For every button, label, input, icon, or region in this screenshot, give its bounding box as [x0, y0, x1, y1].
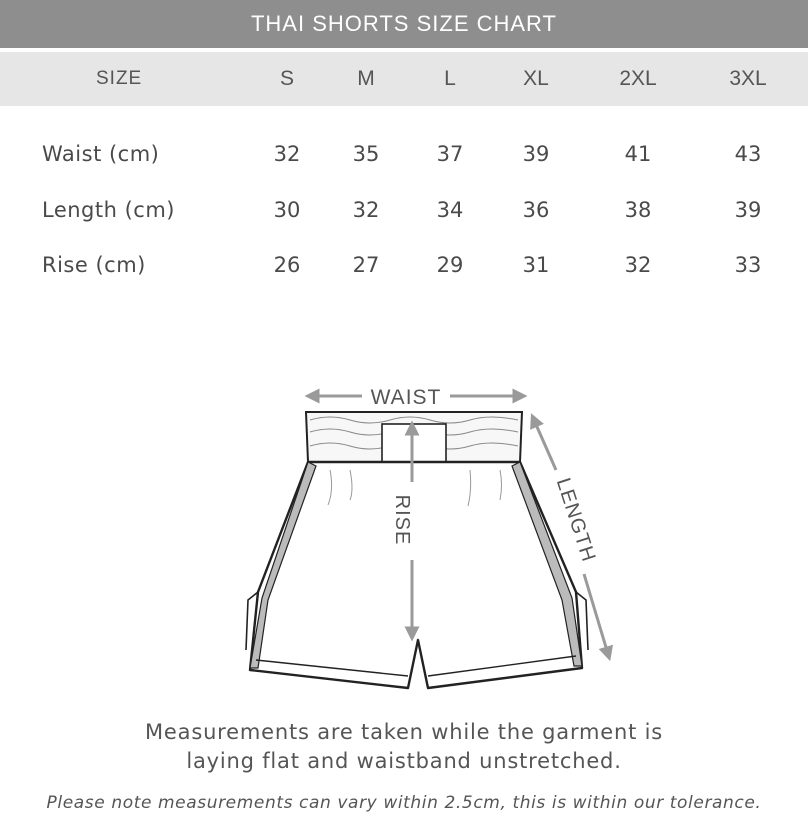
table-cell: 38: [624, 198, 652, 222]
table-row-length: [0, 198, 808, 228]
size-header-3xl: 3XL: [729, 67, 767, 90]
size-header-m: M: [357, 67, 375, 90]
length-arrow-top: [534, 420, 556, 470]
table-cell: 43: [734, 142, 762, 166]
size-header-xl: XL: [523, 67, 549, 90]
table-cell: 33: [734, 253, 762, 277]
table-cell: 29: [436, 253, 464, 277]
table-cell: 35: [352, 142, 380, 166]
page-title: THAI SHORTS SIZE CHART: [0, 0, 808, 48]
table-cell: 32: [352, 198, 380, 222]
length-label: LENGTH: [551, 475, 600, 565]
table-cell: 34: [436, 198, 464, 222]
measurement-note-line-2: laying flat and waistband unstretched.: [186, 749, 622, 773]
size-header-s: S: [279, 67, 295, 90]
size-header-label: SIZE: [96, 68, 143, 89]
tolerance-footnote: Please note measurements can vary within 2.5cm, this is within our tolerance.: [46, 793, 762, 813]
table-cell: 31: [522, 253, 550, 277]
waistband-label-patch: [382, 424, 446, 464]
table-cell: 39: [522, 142, 550, 166]
rise-label: RISE: [391, 494, 413, 546]
table-cell: 32: [273, 142, 301, 166]
table-cell: 36: [522, 198, 550, 222]
shorts-diagram: [240, 378, 620, 698]
size-header-2xl: 2XL: [619, 67, 657, 90]
size-header-l: L: [444, 67, 456, 90]
row-label: Rise (cm): [42, 253, 146, 277]
table-row-rise: [0, 253, 808, 283]
table-cell: 41: [624, 142, 652, 166]
table-cell: 27: [352, 253, 380, 277]
table-row-waist: [0, 142, 808, 172]
row-label: Waist (cm): [42, 142, 160, 166]
table-cell: 26: [273, 253, 301, 277]
measurement-note-line-1: Measurements are taken while the garment is: [145, 720, 663, 744]
table-cell: 37: [436, 142, 464, 166]
size-header-row: [0, 52, 808, 106]
row-label: Length (cm): [42, 198, 175, 222]
waist-label: WAIST: [370, 386, 442, 409]
table-cell: 30: [273, 198, 301, 222]
table-cell: 32: [624, 253, 652, 277]
table-cell: 39: [734, 198, 762, 222]
